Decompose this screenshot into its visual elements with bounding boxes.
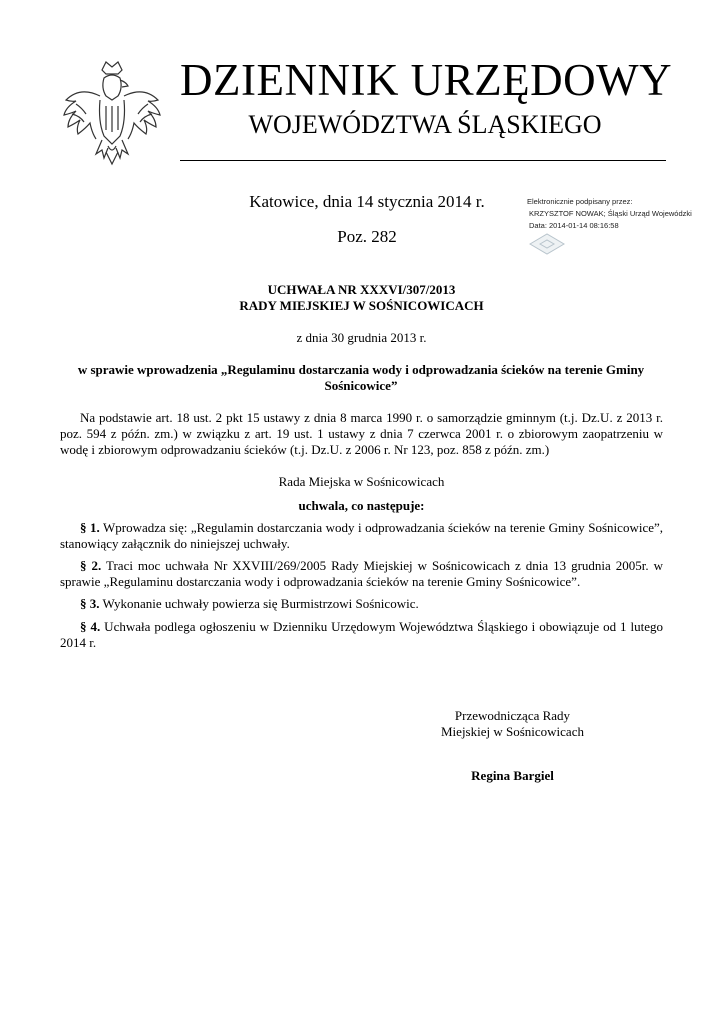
section-4: [60, 619, 663, 651]
section-2: [60, 558, 663, 590]
council-name: Rada Miejska w Sośnicowicach: [278, 474, 445, 489]
polish-eagle-emblem-icon: [62, 56, 162, 168]
resolution-preamble: Na podstawie art. 18 ust. 2 pkt 15 ustawy z dnia 8 marca 1990 r. o samorządzie gminnym (t.j. Dz.U. z 2013 r. poz. 594 z późn. zm.) w związku z art. 19 ust. 1 ustawy z dnia 7 czerwca 2001 r. o zbiorowym zaopatrzeniu w wodę i zbiorowym odprowadzaniu ścieków (t.j. Dz.U. z 2006 r. Nr 123, poz. 858 z późn. zm.): [60, 410, 663, 457]
section-text: Wprowadza się: „Regulamin dostarczania wody i odprowadzania ścieków na terenie Gminy Sośnicowice”, stanowiący załącznik do niniejszej uchwały.: [60, 520, 663, 551]
masthead-divider: [180, 160, 666, 161]
section-3: [60, 596, 663, 612]
section-text: Wykonanie uchwały powierza się Burmistrzowi Sośnicowic.: [99, 596, 419, 611]
section-number: § 2.: [80, 558, 102, 573]
section-1: [60, 520, 663, 552]
section-text: Uchwała podlega ogłoszeniu w Dzienniku Urzędowym Województwa Śląskiego i obowiązuje od 1 lutego 2014 r.: [60, 619, 664, 650]
resolution-date: z dnia 30 grudnia 2013 r.: [296, 330, 427, 345]
enacting-clause: uchwala, co następuje:: [298, 498, 425, 513]
signature-seal-icon: [528, 232, 566, 256]
section-number: § 4.: [80, 619, 101, 634]
signature-signer: KRZYSZTOF NOWAK; Śląski Urząd Wojewódzki: [529, 209, 692, 218]
section-text: Traci moc uchwała Nr XXVIII/269/2005 Rady Miejskiej w Sośnicowicach z dnia 13 grudnia 2005r. w sprawie „Regulaminu dostarczania wody i odprowadzania ścieków na terenie Gminy Sośnicowice”.: [60, 558, 663, 589]
masthead-subtitle: WOJEWÓDZTWA ŚLĄSKIEGO: [248, 110, 602, 139]
signature-date: Data: 2014-01-14 08:16:58: [529, 221, 619, 230]
publication-position: Poz. 282: [337, 227, 397, 246]
resolution-number: UCHWAŁA NR XXXVI/307/2013: [267, 282, 456, 297]
signatory-role-line1: Przewodnicząca Rady: [454, 708, 571, 723]
signatory-role-line2: Miejskiej w Sośnicowicach: [441, 724, 584, 739]
signatory-name: Regina Bargiel: [471, 768, 554, 783]
masthead-title: DZIENNIK URZĘDOWY: [180, 55, 673, 105]
resolution-subject: w sprawie wprowadzenia „Regulaminu dostarczania wody i odprowadzania ścieków na terenie Gminy Sośnicowice”: [77, 362, 645, 393]
section-number: § 3.: [80, 596, 100, 611]
publication-dateline: Katowice, dnia 14 stycznia 2014 r.: [249, 192, 485, 211]
section-number: § 1.: [80, 520, 100, 535]
signature-label: Elektronicznie podpisany przez:: [527, 197, 633, 206]
resolution-issuer: RADY MIEJSKIEJ W SOŚNICOWICACH: [239, 298, 484, 313]
